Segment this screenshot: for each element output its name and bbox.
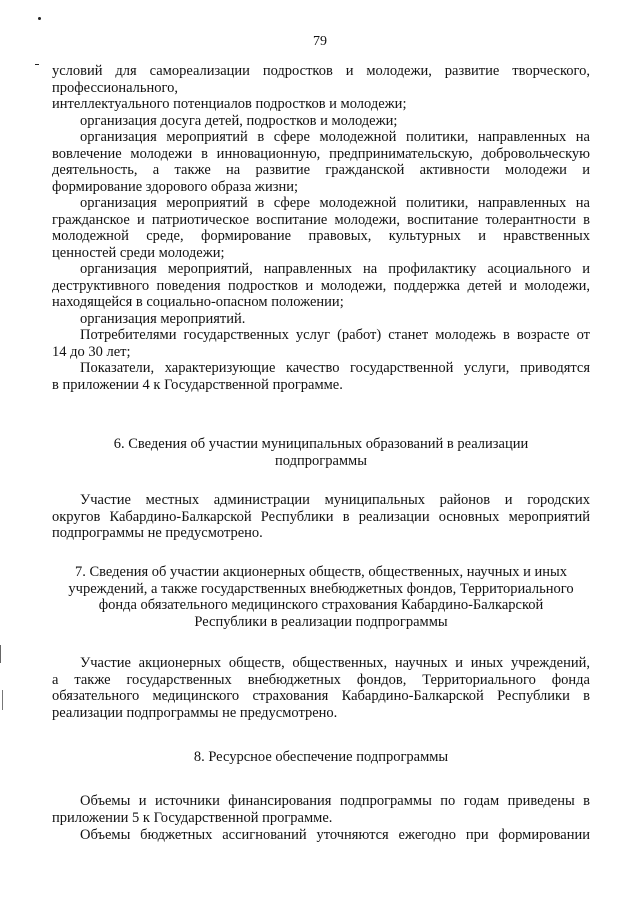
- heading-line: 7. Сведения об участии акционерных обществ, общественных, научных и иных: [74, 564, 568, 580]
- section-8-heading: [52, 749, 590, 766]
- text-line: округов Кабардино-Балкарской Республики в реализации основных мероприятий: [52, 508, 590, 525]
- heading-line: 6. Сведения об участии муниципальных образований в реализации: [113, 436, 529, 452]
- text-line: Объемы и источники финансирования подпрограммы по годам приведены в: [80, 793, 590, 809]
- text-line: профессионального,: [52, 79, 178, 96]
- heading-line: учреждений, а также государственных внебюджетных фондов, Территориального: [68, 580, 574, 597]
- heading-line: Республики в реализации подпрограммы: [194, 613, 448, 630]
- top-text-block: [52, 63, 590, 393]
- text-line: деятельность, а также на развитие гражданской активности молодежи и: [52, 162, 590, 178]
- text-line: условий для самореализации подростков и молодежи, развитие творческого,: [52, 63, 590, 79]
- heading-line: фонда обязательного медицинского страхования Кабардино-Балкарской: [98, 597, 544, 613]
- text-line: организация мероприятий в сфере молодежной политики, направленных на: [80, 129, 590, 145]
- text-line: формирование здорового образа жизни;: [52, 178, 298, 195]
- text-line: подпрограммы не предусмотрено.: [52, 525, 263, 541]
- text-line: 14 до 30 лет;: [52, 343, 131, 360]
- text-line: находящейся в социально-опасном положении;: [52, 294, 344, 310]
- section-6-paragraph: [52, 492, 590, 542]
- text-line: Потребителями государственных услуг (работ) станет молодежь в возрасте от: [80, 327, 590, 343]
- scan-edge-mark: [2, 690, 3, 710]
- heading-line: подпрограммы: [275, 452, 367, 469]
- text-line: приложении 5 к Государственной программе.: [52, 809, 333, 826]
- text-line: Участие местных администрации муниципальных районов и городских: [80, 492, 590, 508]
- scan-dot-mark: [38, 17, 41, 20]
- page-number: 79: [313, 34, 327, 49]
- text-line: ценностей среди молодежи;: [52, 244, 225, 261]
- scan-edge-mark: [0, 645, 1, 663]
- text-line: вовлечение молодежи в инновационную, предпринимательскую, добровольческую: [52, 145, 590, 162]
- text-line: Участие акционерных обществ, общественных, научных и иных учреждений,: [80, 655, 590, 671]
- section-6-heading: [52, 436, 590, 469]
- text-line: интеллектуального потенциалов подростков и молодежи;: [52, 96, 407, 112]
- text-line: деструктивного поведения подростков и молодежи, поддержка детей и молодежи,: [52, 277, 590, 294]
- text-line: организация мероприятий, направленных на профилактику асоциального и: [80, 261, 590, 277]
- section-8-paragraph-2: [52, 827, 590, 844]
- text-line: организация мероприятий в сфере молодежной политики, направленных на: [80, 195, 590, 211]
- scan-dash-mark: [35, 64, 39, 65]
- text-line: Объемы бюджетных ассигнований уточняются ежегодно при формировании: [80, 827, 590, 843]
- heading-line: 8. Ресурсное обеспечение подпрограммы: [193, 749, 449, 765]
- text-line: молодежной среде, формирование правовых, культурных и нравственных: [52, 228, 590, 244]
- section-7-heading: [52, 564, 590, 630]
- text-line: в приложении 4 к Государственной программе.: [52, 376, 343, 393]
- section-7-paragraph: [52, 655, 590, 721]
- text-line: обязательного медицинского страхования Кабардино-Балкарской Республики в: [52, 688, 590, 704]
- text-line: реализации подпрограммы не предусмотрено.: [52, 704, 338, 721]
- text-line: организация мероприятий.: [80, 310, 246, 327]
- text-line: организация досуга детей, подростков и молодежи;: [80, 112, 398, 129]
- section-8-paragraph-1: [52, 793, 590, 826]
- text-line: а также государственных внебюджетных фондов, Территориального фонда: [52, 671, 590, 688]
- text-line: гражданское и патриотическое воспитание молодежи, воспитание толерантности в: [52, 211, 590, 228]
- text-line: Показатели, характеризующие качество государственной услуги, приводятся: [80, 360, 590, 376]
